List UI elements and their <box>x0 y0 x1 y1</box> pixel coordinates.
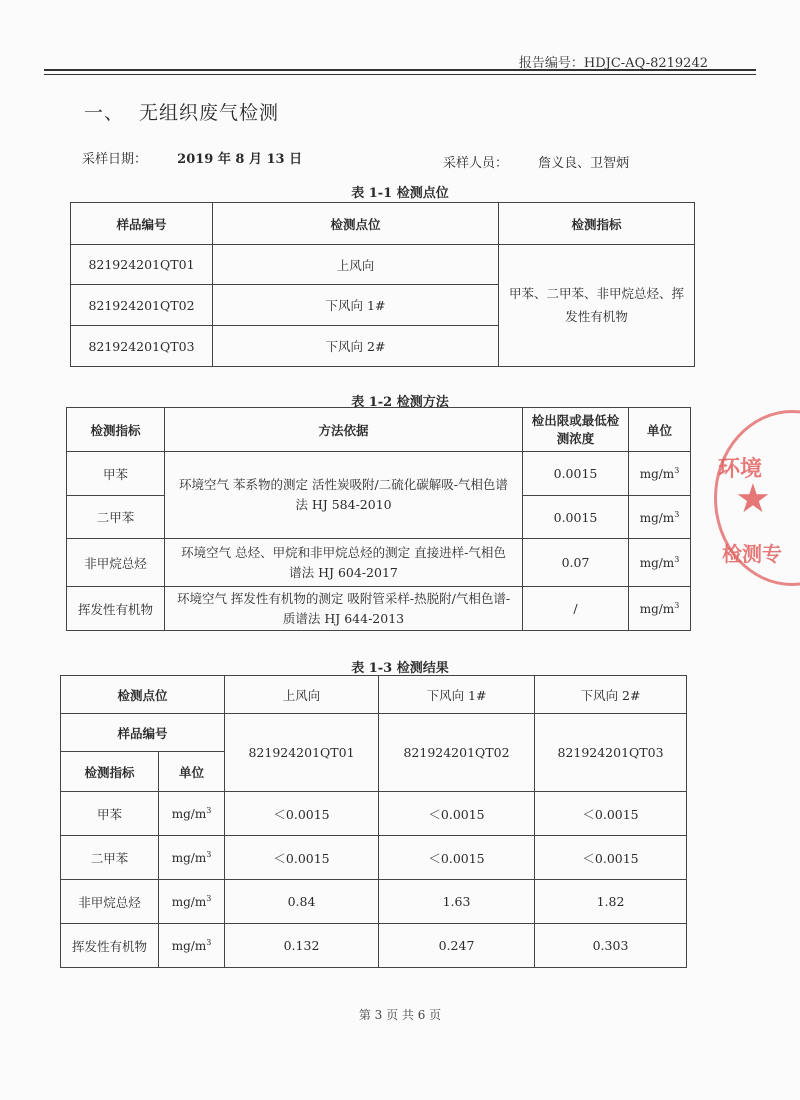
table3-value: ＜0.0015 <box>535 792 687 836</box>
table2-method: 环境空气 苯系物的测定 活性炭吸附/二硫化碳解吸-气相色谱法 HJ 584-2010 <box>165 452 523 539</box>
unit-base: mg/m <box>639 602 675 616</box>
table3-value: ＜0.0015 <box>225 836 379 880</box>
table3-indicator: 非甲烷总烃 <box>61 880 159 924</box>
table-row <box>61 880 687 924</box>
unit-exponent: 3 <box>674 555 680 564</box>
unit-base: mg/m <box>639 556 675 570</box>
report-number: 报告编号：HDJC-AQ-8219242 <box>518 56 708 71</box>
table3-value: 0.84 <box>225 880 379 924</box>
table3-location: 上风向 <box>225 676 379 714</box>
seal-text-bottom: 检测专 <box>722 542 782 566</box>
table2-limit: 0.0015 <box>523 496 629 539</box>
table3-detection-results <box>60 675 687 968</box>
table1-sample-id: 821924201QT02 <box>71 285 213 326</box>
section-number: 一、 <box>84 102 125 124</box>
table3-value: 1.63 <box>379 880 535 924</box>
unit-exponent: 3 <box>206 806 212 815</box>
table-row <box>67 587 691 631</box>
table3-indicator: 挥发性有机物 <box>61 924 159 968</box>
table1-detection-locations <box>70 202 695 367</box>
table2-unit <box>629 452 691 496</box>
table1-sample-id: 821924201QT01 <box>71 245 213 285</box>
header-rule-thick <box>44 69 756 71</box>
table3-indicator-label: 检测指标 <box>61 752 159 792</box>
table3-value: 0.132 <box>225 924 379 968</box>
table3-location: 下风向 1# <box>379 676 535 714</box>
table2-unit <box>629 496 691 539</box>
unit-base: mg/m <box>171 851 207 865</box>
table2-unit <box>629 539 691 587</box>
table1-sample-id: 821924201QT03 <box>71 326 213 367</box>
sampling-date-value: 2019 年 8 月 13 日 <box>177 152 303 167</box>
table1-location: 上风向 <box>213 245 499 285</box>
table3-value: ＜0.0015 <box>535 836 687 880</box>
table2-detection-methods <box>66 407 691 631</box>
table2-unit <box>629 587 691 631</box>
unit-exponent: 3 <box>674 601 680 610</box>
table3-title: 表 1-3 检测结果 <box>351 661 449 676</box>
table3-value: 0.303 <box>535 924 687 968</box>
table2-header-limit: 检出限或最低检测浓度 <box>523 408 629 452</box>
table2-limit: / <box>523 587 629 631</box>
unit-base: mg/m <box>639 510 675 525</box>
table3-unit <box>159 880 225 924</box>
table3-sample-id: 821924201QT01 <box>225 714 379 792</box>
sampling-date-label: 采样日期： <box>82 152 148 167</box>
table3-value: ＜0.0015 <box>379 792 535 836</box>
table3-unit <box>159 924 225 968</box>
table3-sample-id: 821924201QT03 <box>535 714 687 792</box>
table3-indicator: 甲苯 <box>61 792 159 836</box>
samplers-value: 詹义良、卫智炳 <box>538 156 630 171</box>
table1-header-indicator: 检测指标 <box>499 203 695 245</box>
table1-location: 下风向 2# <box>213 326 499 367</box>
table1-header-location: 检测点位 <box>213 203 499 245</box>
table-row <box>67 539 691 587</box>
table2-limit: 0.07 <box>523 539 629 587</box>
table2-title: 表 1-2 检测方法 <box>351 395 449 410</box>
table2-method: 环境空气 总烃、甲烷和非甲烷总烃的测定 直接进样-气相色谱法 HJ 604-2017 <box>165 539 523 587</box>
table1-indicators: 甲苯、二甲苯、非甲烷总烃、挥发性有机物 <box>499 245 695 367</box>
section-title-text: 无组织废气检测 <box>139 102 280 124</box>
table3-location: 下风向 2# <box>535 676 687 714</box>
sampling-date <box>82 148 302 167</box>
table2-indicator: 挥发性有机物 <box>67 587 165 631</box>
table3-value: 1.82 <box>535 880 687 924</box>
table1-title: 表 1-1 检测点位 <box>351 186 449 201</box>
table-row <box>61 836 687 880</box>
table2-indicator: 甲苯 <box>67 452 165 496</box>
table1-location: 下风向 1# <box>213 285 499 326</box>
table3-sample-label: 样品编号 <box>61 714 225 752</box>
table3-value: ＜0.0015 <box>379 836 535 880</box>
table-row <box>61 924 687 968</box>
unit-base: mg/m <box>171 939 207 953</box>
unit-exponent: 3 <box>206 850 212 859</box>
table2-method: 环境空气 挥发性有机物的测定 吸附管采样-热脱附/气相色谱-质谱法 HJ 644-2013 <box>165 587 523 631</box>
table2-limit: 0.0015 <box>523 452 629 496</box>
table2-header-method: 方法依据 <box>165 408 523 452</box>
unit-exponent: 3 <box>674 509 680 519</box>
table3-unit <box>159 836 225 880</box>
table3-location-label: 检测点位 <box>61 676 225 714</box>
section-title <box>84 98 279 125</box>
table2-indicator: 二甲苯 <box>67 496 165 539</box>
table3-value: ＜0.0015 <box>225 792 379 836</box>
table3-indicator: 二甲苯 <box>61 836 159 880</box>
unit-exponent: 3 <box>206 938 212 947</box>
table3-unit-label: 单位 <box>159 752 225 792</box>
table-row <box>71 245 695 285</box>
unit-exponent: 3 <box>206 894 212 903</box>
table2-indicator: 非甲烷总烃 <box>67 539 165 587</box>
table3-sample-id: 821924201QT02 <box>379 714 535 792</box>
table1-header-sample-id: 样品编号 <box>71 203 213 245</box>
table2-header-unit: 单位 <box>629 408 691 452</box>
unit-base: mg/m <box>171 895 207 909</box>
table-row <box>61 792 687 836</box>
page-footer: 第 3 页 共 6 页 <box>358 1008 442 1022</box>
table3-value: 0.247 <box>379 924 535 968</box>
unit-base: mg/m <box>639 467 675 481</box>
table-row <box>67 452 691 496</box>
seal-text-top: 环境 <box>718 456 763 482</box>
samplers <box>443 152 629 171</box>
seal-star-icon: ★ <box>735 476 771 522</box>
unit-base: mg/m <box>171 807 207 821</box>
table3-unit <box>159 792 225 836</box>
unit-exponent: 3 <box>674 466 680 475</box>
table2-header-indicator: 检测指标 <box>67 408 165 452</box>
samplers-label: 采样人员： <box>443 156 509 171</box>
header-rule-thin <box>44 74 756 75</box>
